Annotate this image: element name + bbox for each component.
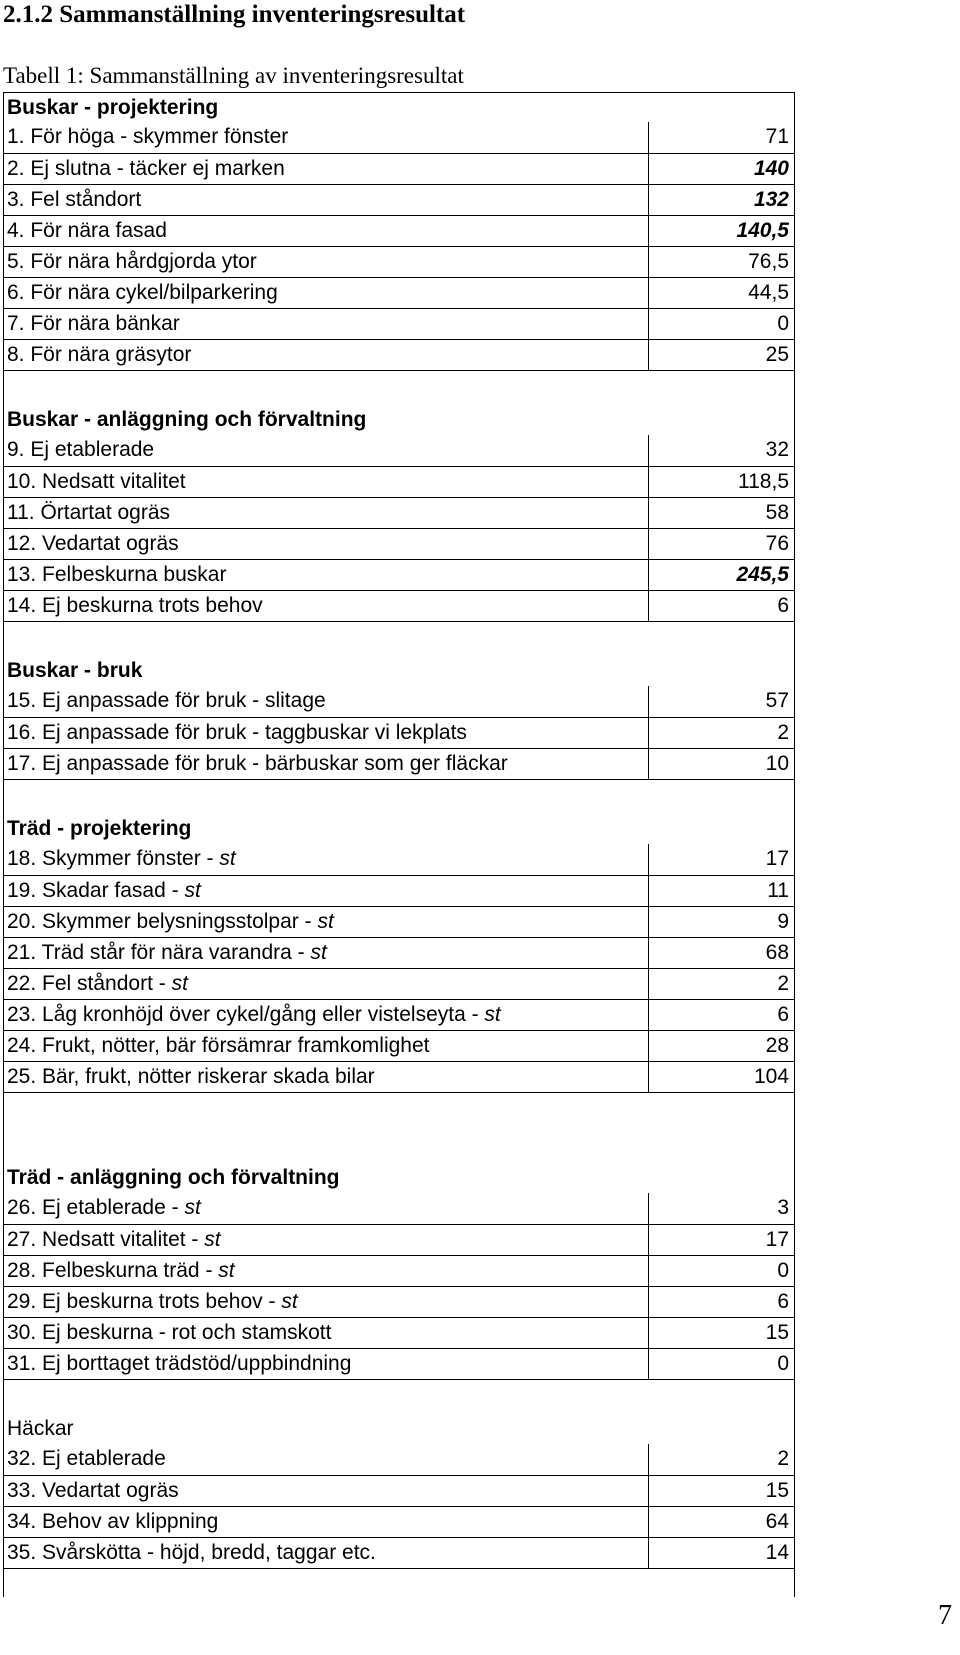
row-value: 104	[648, 1062, 794, 1092]
table-row	[4, 1193, 794, 1224]
section-title: Häckar	[7, 1417, 74, 1440]
row-value: 3	[648, 1193, 794, 1224]
row-value: 17	[648, 1225, 794, 1255]
row-label: 3. Fel ståndort	[7, 188, 142, 211]
row-value: 2	[648, 1444, 794, 1475]
row-value: 58	[648, 498, 794, 528]
row-value: 68	[648, 938, 794, 968]
table-row	[4, 875, 794, 906]
row-value: 6	[648, 1000, 794, 1030]
row-label: 16. Ej anpassade för bruk - taggbuskar vi lekplats	[7, 721, 467, 744]
inventory-table	[3, 92, 795, 1597]
row-label: 17. Ej anpassade för bruk - bärbuskar som ger fläckar	[7, 752, 508, 775]
table-row	[4, 435, 794, 466]
row-value: 32	[648, 435, 794, 466]
row-value: 71	[648, 122, 794, 153]
table-row	[4, 466, 794, 497]
table-row	[4, 559, 794, 590]
row-value: 11	[648, 876, 794, 906]
section-spacer	[4, 370, 794, 404]
table-row	[4, 1224, 794, 1255]
row-label: 27. Nedsatt vitalitet - st	[7, 1228, 221, 1251]
table-row	[4, 1317, 794, 1348]
unit-label: st	[184, 1196, 201, 1219]
unit-label: st	[281, 1290, 298, 1313]
table-row	[4, 184, 794, 215]
row-label: 29. Ej beskurna trots behov - st	[7, 1290, 298, 1313]
row-label: 10. Nedsatt vitalitet	[7, 470, 186, 493]
row-value: 9	[648, 907, 794, 937]
row-value: 44,5	[648, 278, 794, 308]
unit-label: st	[218, 1259, 235, 1282]
unit-label: st	[171, 972, 188, 995]
table-row	[4, 999, 794, 1030]
unit-label: st	[219, 847, 236, 870]
row-label: 15. Ej anpassade för bruk - slitage	[7, 689, 326, 712]
unit-label: st	[204, 1228, 221, 1251]
row-value: 245,5	[648, 560, 794, 590]
table-row	[4, 1286, 794, 1317]
table-row	[4, 1348, 794, 1379]
table-row	[4, 497, 794, 528]
row-value: 15	[648, 1476, 794, 1506]
row-value: 14	[648, 1538, 794, 1568]
row-label: 1. För höga - skymmer fönster	[7, 125, 289, 148]
section-title: Buskar - projektering	[7, 96, 219, 119]
row-value: 132	[648, 185, 794, 215]
row-label: 7. För nära bänkar	[7, 312, 180, 335]
row-value: 140	[648, 154, 794, 184]
row-value: 10	[648, 749, 794, 779]
section-spacer	[4, 1092, 794, 1162]
table-row	[4, 906, 794, 937]
table-row	[4, 1475, 794, 1506]
section-title: Träd - anläggning och förvaltning	[7, 1166, 340, 1189]
table-row	[4, 1506, 794, 1537]
page-number: 7	[938, 1600, 952, 1631]
row-label: 11. Örtartat ogräs	[7, 501, 171, 524]
row-label: 8. För nära gräsytor	[7, 343, 192, 366]
unit-label: st	[310, 941, 327, 964]
table-row	[4, 308, 794, 339]
row-value: 76	[648, 529, 794, 559]
row-label: 28. Felbeskurna träd - st	[7, 1259, 235, 1282]
row-label: 23. Låg kronhöjd över cykel/gång eller vistelseyta - st	[7, 1003, 501, 1026]
row-label: 22. Fel ståndort - st	[7, 972, 188, 995]
row-label: 21. Träd står för nära varandra - st	[7, 941, 327, 964]
row-value: 57	[648, 686, 794, 717]
table-row	[4, 686, 794, 717]
row-value: 76,5	[648, 247, 794, 277]
section-spacer	[4, 621, 794, 655]
row-value: 15	[648, 1318, 794, 1348]
row-value: 6	[648, 591, 794, 621]
table-row	[4, 1537, 794, 1568]
row-label: 14. Ej beskurna trots behov	[7, 594, 263, 617]
row-label: 6. För nära cykel/bilparkering	[7, 281, 278, 304]
table-caption: Tabell 1: Sammanställning av inventeringsresultat	[3, 63, 464, 88]
section-title: Buskar - anläggning och förvaltning	[7, 408, 367, 431]
table-row	[4, 937, 794, 968]
table-row	[4, 590, 794, 621]
row-label: 30. Ej beskurna - rot och stamskott	[7, 1321, 332, 1344]
row-value: 0	[648, 309, 794, 339]
section-title: Buskar - bruk	[7, 659, 143, 682]
row-label: 32. Ej etablerade	[7, 1447, 166, 1470]
table-row	[4, 1030, 794, 1061]
row-label: 33. Vedartat ogräs	[7, 1479, 179, 1502]
row-value: 0	[648, 1256, 794, 1286]
unit-label: st	[317, 910, 334, 933]
unit-label: st	[484, 1003, 501, 1026]
row-label: 25. Bär, frukt, nötter riskerar skada bilar	[7, 1065, 375, 1088]
unit-label: st	[184, 879, 201, 902]
row-label: 34. Behov av klippning	[7, 1510, 219, 1533]
table-bottom-spacer	[4, 1568, 794, 1597]
row-label: 13. Felbeskurna buskar	[7, 563, 227, 586]
section-heading: 2.1.2 Sammanställning inventeringsresultat	[3, 1, 466, 28]
table-row	[4, 153, 794, 184]
table-row	[4, 215, 794, 246]
table-row	[4, 1444, 794, 1475]
table-row	[4, 122, 794, 153]
row-value: 2	[648, 969, 794, 999]
row-value: 0	[648, 1349, 794, 1379]
row-label: 31. Ej borttaget trädstöd/uppbindning	[7, 1352, 352, 1375]
table-row	[4, 717, 794, 748]
table-row	[4, 528, 794, 559]
section-spacer	[4, 1379, 794, 1413]
row-value: 28	[648, 1031, 794, 1061]
row-label: 9. Ej etablerade	[7, 438, 155, 461]
row-value: 17	[648, 844, 794, 875]
row-value: 140,5	[648, 216, 794, 246]
table-row	[4, 844, 794, 875]
row-value: 25	[648, 340, 794, 370]
row-label: 2. Ej slutna - täcker ej marken	[7, 157, 285, 180]
row-value: 118,5	[648, 467, 794, 497]
section-spacer	[4, 779, 794, 813]
table-row	[4, 277, 794, 308]
row-label: 18. Skymmer fönster - st	[7, 847, 236, 870]
row-label: 4. För nära fasad	[7, 219, 167, 242]
table-row	[4, 748, 794, 779]
row-label: 26. Ej etablerade - st	[7, 1196, 201, 1219]
row-label: 35. Svårskötta - höjd, bredd, taggar etc.	[7, 1541, 376, 1564]
row-value: 64	[648, 1507, 794, 1537]
row-label: 20. Skymmer belysningsstolpar - st	[7, 910, 334, 933]
row-value: 2	[648, 718, 794, 748]
row-label: 19. Skadar fasad - st	[7, 879, 201, 902]
section-title: Träd - projektering	[7, 817, 192, 840]
table-row	[4, 1061, 794, 1092]
table-row	[4, 339, 794, 370]
table-row	[4, 968, 794, 999]
table-row	[4, 1255, 794, 1286]
table-row	[4, 246, 794, 277]
row-label: 24. Frukt, nötter, bär försämrar framkomlighet	[7, 1034, 430, 1057]
row-label: 12. Vedartat ogräs	[7, 532, 179, 555]
row-value: 6	[648, 1287, 794, 1317]
row-label: 5. För nära hårdgjorda ytor	[7, 250, 257, 273]
